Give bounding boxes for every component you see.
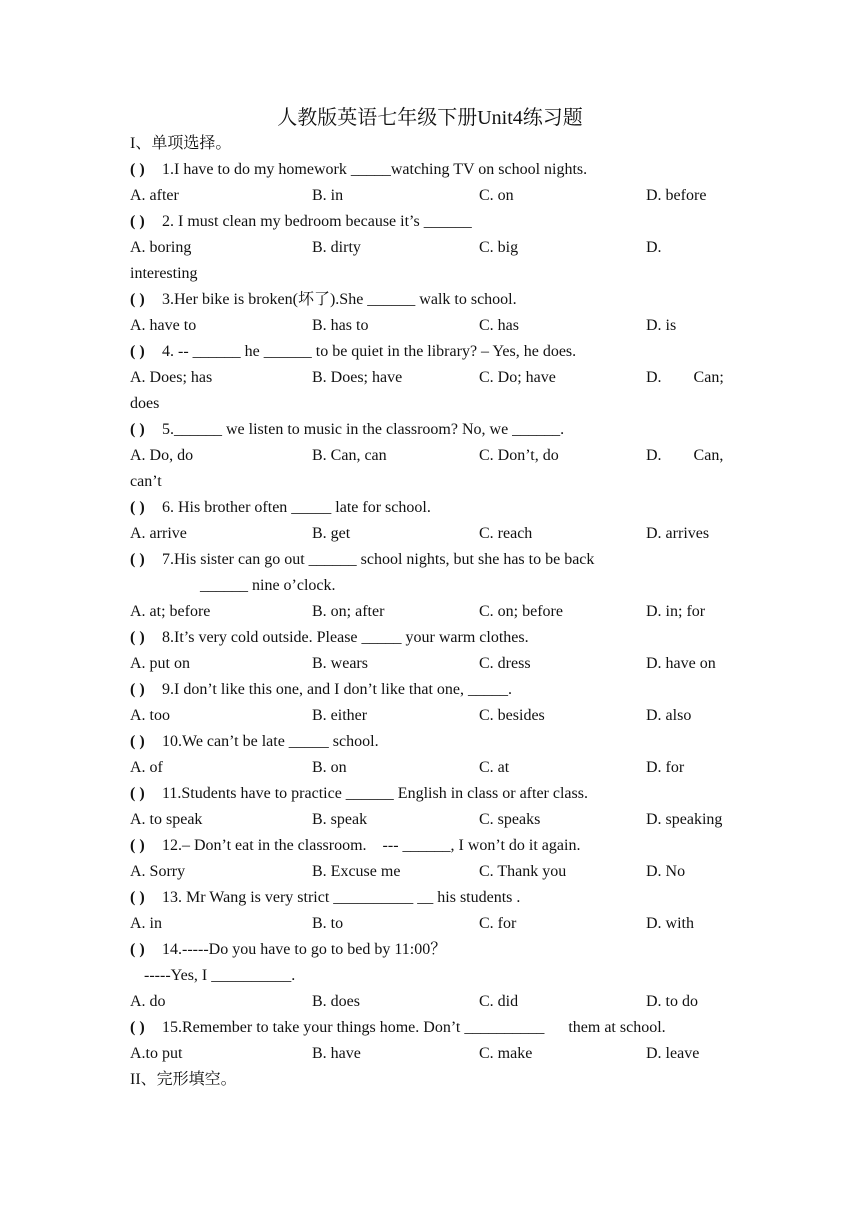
option-b[interactable]: B. get bbox=[312, 525, 351, 542]
option-a[interactable]: A. Do, do bbox=[130, 447, 194, 464]
question-stem: ( ) 15.Remember to take your things home. Don’t __________ them at school. bbox=[130, 1015, 740, 1041]
answer-blank[interactable]: ( ) bbox=[130, 161, 145, 178]
option-d-wrap: does bbox=[130, 395, 160, 412]
answer-blank[interactable]: ( ) bbox=[130, 837, 145, 854]
option-d[interactable]: D. have on bbox=[646, 655, 716, 672]
options-row bbox=[130, 599, 740, 625]
option-c[interactable]: C. make bbox=[479, 1045, 533, 1062]
option-a[interactable]: A. in bbox=[130, 915, 162, 932]
option-d[interactable]: D. with bbox=[646, 915, 694, 932]
option-c[interactable]: C. on bbox=[479, 187, 514, 204]
option-a[interactable]: A. have to bbox=[130, 317, 197, 334]
option-c[interactable]: C. Don’t, do bbox=[479, 447, 559, 464]
option-b[interactable]: B. on bbox=[312, 759, 347, 776]
question-stem: ( ) 8.It’s very cold outside. Please _____ your warm clothes. bbox=[130, 625, 740, 651]
option-a[interactable]: A. at; before bbox=[130, 603, 211, 620]
option-c[interactable]: C. has bbox=[479, 317, 519, 334]
options-row bbox=[130, 313, 740, 339]
option-d[interactable]: D. before bbox=[646, 187, 707, 204]
question-stem: ( ) 7.His sister can go out ______ school nights, but she has to be back bbox=[130, 547, 740, 573]
option-d[interactable]: D. bbox=[646, 239, 662, 256]
answer-blank[interactable]: ( ) bbox=[130, 889, 145, 906]
answer-blank[interactable]: ( ) bbox=[130, 291, 145, 308]
question-stem: ( ) 9.I don’t like this one, and I don’t like that one, _____. bbox=[130, 677, 740, 703]
answer-blank[interactable]: ( ) bbox=[130, 343, 145, 360]
section-heading-cloze: II、完形填空。 bbox=[130, 1071, 237, 1088]
options-row bbox=[130, 911, 740, 937]
option-c[interactable]: C. did bbox=[479, 993, 519, 1010]
option-a[interactable]: A. to speak bbox=[130, 811, 203, 828]
question-stem: ( ) 1.I have to do my homework _____watching TV on school nights. bbox=[130, 157, 740, 183]
options-row bbox=[130, 859, 740, 885]
option-c[interactable]: C. big bbox=[479, 239, 519, 256]
option-c[interactable]: C. dress bbox=[479, 655, 531, 672]
answer-blank[interactable]: ( ) bbox=[130, 733, 145, 750]
options-row bbox=[130, 183, 740, 209]
section-heading-single-choice: I、单项选择。 bbox=[130, 135, 232, 152]
option-a[interactable]: A.to put bbox=[130, 1045, 183, 1062]
option-b[interactable]: B. speak bbox=[312, 811, 368, 828]
option-d[interactable]: D. Can, bbox=[646, 447, 724, 464]
option-c[interactable]: C. reach bbox=[479, 525, 533, 542]
option-b[interactable]: B. to bbox=[312, 915, 344, 932]
question-stem: ( ) 5.______ we listen to music in the classroom? No, we ______. bbox=[130, 417, 740, 443]
option-d-wrap: can’t bbox=[130, 473, 162, 490]
option-d[interactable]: D. leave bbox=[646, 1045, 700, 1062]
option-a[interactable]: A. put on bbox=[130, 655, 190, 672]
option-a[interactable]: A. Sorry bbox=[130, 863, 186, 880]
option-a[interactable]: A. of bbox=[130, 759, 163, 776]
options-row bbox=[130, 443, 740, 469]
option-a[interactable]: A. arrive bbox=[130, 525, 187, 542]
option-d[interactable]: D. is bbox=[646, 317, 677, 334]
page-title: 人教版英语七年级下册Unit4练习题 bbox=[277, 107, 583, 129]
answer-blank[interactable]: ( ) bbox=[130, 551, 145, 568]
option-b[interactable]: B. have bbox=[312, 1045, 361, 1062]
question-stem: ( ) 2. I must clean my bedroom because it’s ______ bbox=[130, 209, 740, 235]
option-c[interactable]: C. Thank you bbox=[479, 863, 567, 880]
answer-blank[interactable]: ( ) bbox=[130, 499, 145, 516]
options-row bbox=[130, 365, 740, 391]
option-b[interactable]: B. has to bbox=[312, 317, 369, 334]
option-b[interactable]: B. wears bbox=[312, 655, 368, 672]
options-row bbox=[130, 651, 740, 677]
question-stem: ( ) 10.We can’t be late _____ school. bbox=[130, 729, 740, 755]
options-row bbox=[130, 755, 740, 781]
option-c[interactable]: C. for bbox=[479, 915, 517, 932]
answer-blank[interactable]: ( ) bbox=[130, 629, 145, 646]
answer-blank[interactable]: ( ) bbox=[130, 681, 145, 698]
option-d[interactable]: D. arrives bbox=[646, 525, 710, 542]
question-stem: ( ) 13. Mr Wang is very strict __________ __ his students . bbox=[130, 885, 740, 911]
answer-blank[interactable]: ( ) bbox=[130, 785, 145, 802]
option-d[interactable]: D. Can; bbox=[646, 369, 724, 386]
option-d[interactable]: D. for bbox=[646, 759, 685, 776]
option-d[interactable]: D. in; for bbox=[646, 603, 706, 620]
options-row bbox=[130, 521, 740, 547]
option-b[interactable]: B. dirty bbox=[312, 239, 361, 256]
option-b[interactable]: B. does bbox=[312, 993, 360, 1010]
answer-blank[interactable]: ( ) bbox=[130, 941, 145, 958]
option-d[interactable]: D. No bbox=[646, 863, 686, 880]
option-a[interactable]: A. too bbox=[130, 707, 170, 724]
answer-blank[interactable]: ( ) bbox=[130, 421, 145, 438]
option-d[interactable]: D. speaking bbox=[646, 811, 723, 828]
question-stem: ( ) 3.Her bike is broken(坏了).She ______ walk to school. bbox=[130, 287, 740, 313]
question-stem: ( ) 12.– Don’t eat in the classroom. --- ______, I won’t do it again. bbox=[130, 833, 740, 859]
options-row bbox=[130, 703, 740, 729]
options-row bbox=[130, 989, 740, 1015]
option-a[interactable]: A. do bbox=[130, 993, 166, 1010]
option-d[interactable]: D. to do bbox=[646, 993, 698, 1010]
option-c[interactable]: C. speaks bbox=[479, 811, 541, 828]
question-stem: ( ) 4. -- ______ he ______ to be quiet in the library? – Yes, he does. bbox=[130, 339, 740, 365]
option-c[interactable]: C. besides bbox=[479, 707, 545, 724]
question-stem-continuation: ______ nine o’clock. bbox=[200, 577, 336, 594]
option-b[interactable]: B. in bbox=[312, 187, 344, 204]
option-b[interactable]: B. Excuse me bbox=[312, 863, 401, 880]
option-b[interactable]: B. Can, can bbox=[312, 447, 387, 464]
options-row bbox=[130, 807, 740, 833]
option-a[interactable]: A. after bbox=[130, 187, 179, 204]
option-c[interactable]: C. at bbox=[479, 759, 510, 776]
answer-blank[interactable]: ( ) bbox=[130, 1019, 145, 1036]
options-row bbox=[130, 1041, 740, 1067]
question-stem: ( ) 6. His brother often _____ late for school. bbox=[130, 495, 740, 521]
option-d[interactable]: D. also bbox=[646, 707, 692, 724]
option-a[interactable]: A. Does; has bbox=[130, 369, 213, 386]
option-c[interactable]: C. Do; have bbox=[479, 369, 556, 386]
option-a[interactable]: A. boring bbox=[130, 239, 192, 256]
question-stem-continuation: -----Yes, I __________. bbox=[144, 967, 296, 984]
option-c[interactable]: C. on; before bbox=[479, 603, 563, 620]
question-stem: ( ) 14.-----Do you have to go to bed by 11:00？ bbox=[130, 937, 740, 963]
answer-blank[interactable]: ( ) bbox=[130, 213, 145, 230]
option-b[interactable]: B. either bbox=[312, 707, 368, 724]
option-b[interactable]: B. Does; have bbox=[312, 369, 403, 386]
question-stem: ( ) 11.Students have to practice ______ English in class or after class. bbox=[130, 781, 740, 807]
option-d-wrap: interesting bbox=[130, 265, 198, 282]
options-row bbox=[130, 235, 740, 261]
option-b[interactable]: B. on; after bbox=[312, 603, 385, 620]
